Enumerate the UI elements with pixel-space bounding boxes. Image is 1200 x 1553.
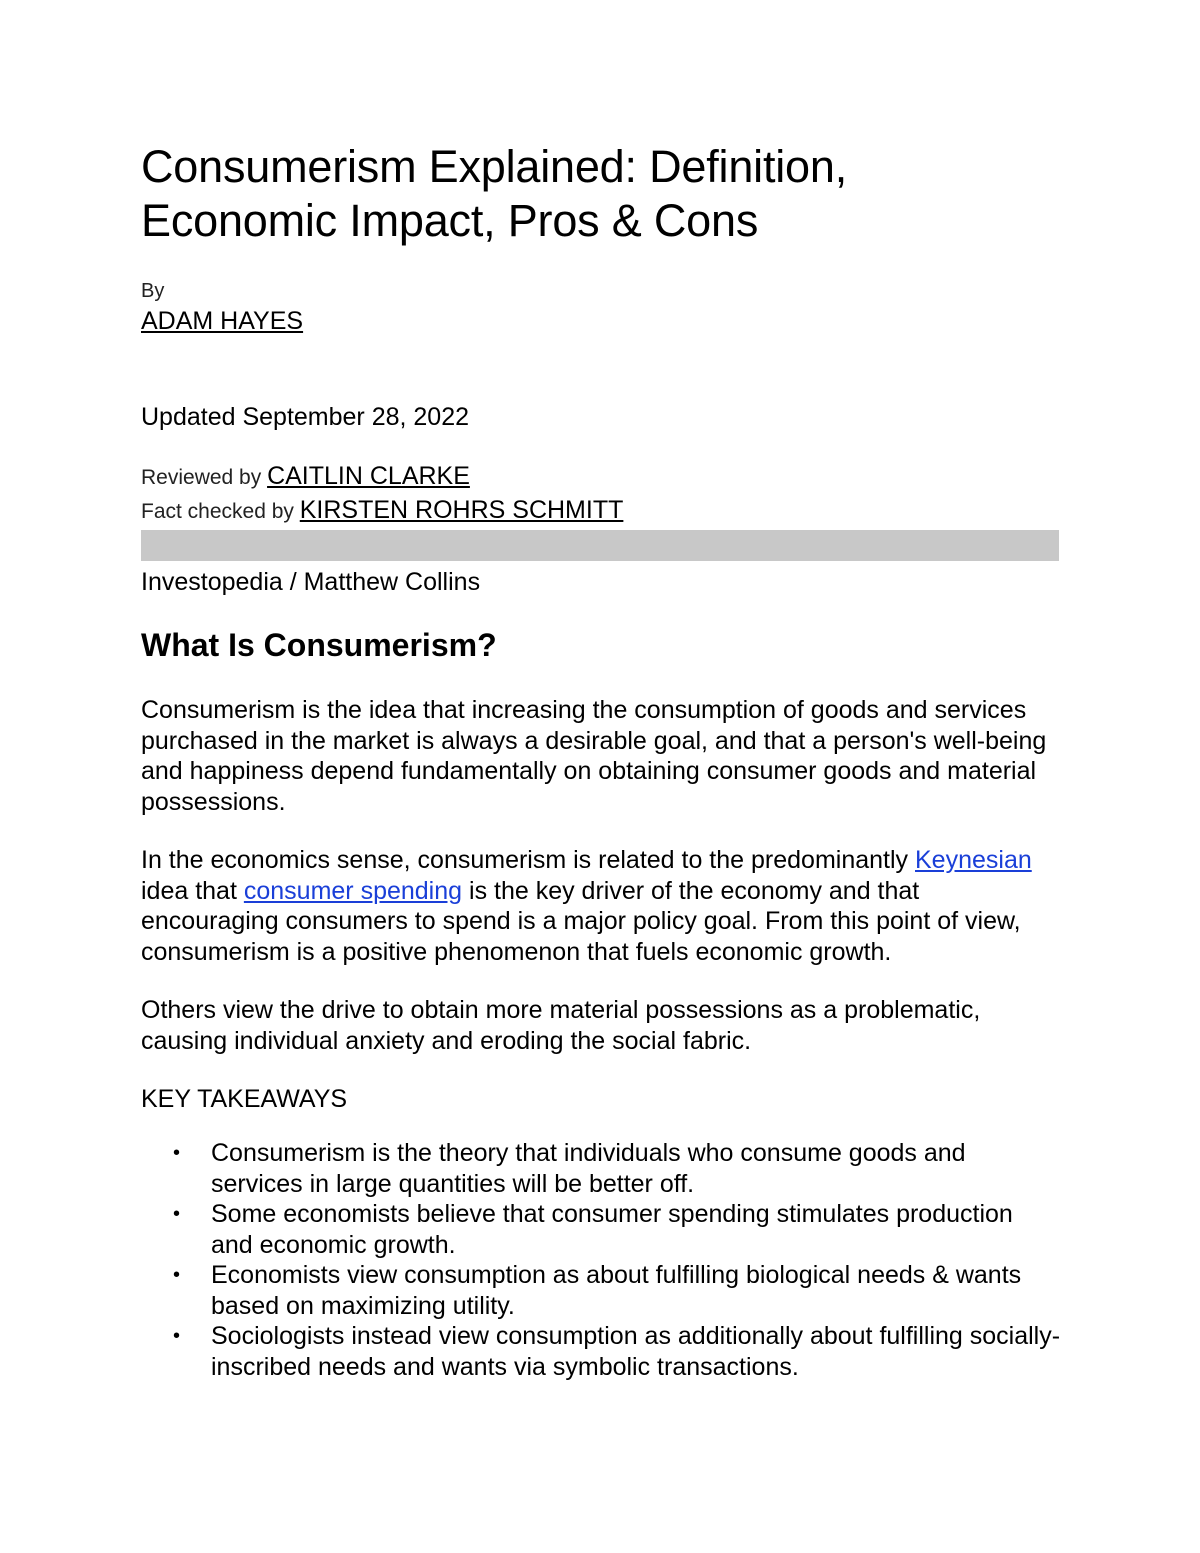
article-title-line-2: Economic Impact, Pros & Cons	[141, 195, 759, 246]
list-item-text: Economists view consumption as about fulfilling biological needs & wants based on maximizing utility.	[211, 1261, 1022, 1320]
list-item-text: Some economists believe that consumer spending stimulates production and economic growth.	[211, 1200, 1013, 1259]
bullet-icon: •	[173, 1264, 181, 1286]
paragraph-others-view: Others view the drive to obtain more material possessions as a problematic, causing individual anxiety and eroding the social fabric.	[141, 996, 981, 1055]
paragraph-economics	[141, 845, 1061, 967]
article-page	[141, 140, 1061, 1382]
image-placeholder	[141, 530, 1059, 561]
list-item	[141, 1321, 1061, 1382]
updated-date: Updated September 28, 2022	[141, 403, 470, 431]
reviewed-by-label: Reviewed by	[141, 466, 268, 489]
bullet-icon: •	[173, 1203, 181, 1225]
key-takeaways-label: KEY TAKEAWAYS	[141, 1085, 348, 1113]
fact-checked-by-line	[141, 494, 1061, 528]
list-item	[141, 1260, 1061, 1321]
list-item	[141, 1199, 1061, 1260]
paragraph-economics-text-3: is the key driver of the economy and that encouraging consumers to spend is a major policy goal. From this point of view, consumerism is a positive phenomenon that fuels economic growth.	[141, 876, 1021, 966]
article-title-line-1: Consumerism Explained: Definition,	[141, 141, 848, 192]
key-takeaways-list	[141, 1138, 1061, 1382]
keynesian-link[interactable]: Keynesian	[915, 846, 1032, 874]
fact-checked-by-label: Fact checked by	[141, 500, 300, 523]
bullet-icon: •	[173, 1142, 181, 1164]
list-item-text: Consumerism is the theory that individuals who consume goods and services in large quantities will be better off.	[211, 1139, 966, 1198]
list-item-text: Sociologists instead view consumption as additionally about fulfilling socially-inscribed needs and wants via symbolic transactions.	[211, 1322, 1061, 1381]
fact-checker-link[interactable]: KIRSTEN ROHRS SCHMITT	[299, 496, 624, 524]
paragraph-economics-text-1: In the economics sense, consumerism is related to the predominantly	[141, 846, 915, 874]
reviewed-by-line	[141, 460, 1061, 494]
section-heading: What Is Consumerism?	[141, 627, 497, 663]
image-caption: Investopedia / Matthew Collins	[141, 568, 481, 596]
paragraph-definition: Consumerism is the idea that increasing the consumption of goods and services purchased in the market is always a desirable goal, and that a person's well-being and happiness depend fundamentally on obtaining consumer goods and material possessions.	[141, 696, 1047, 816]
author-link[interactable]: ADAM HAYES	[141, 307, 304, 335]
bullet-icon: •	[173, 1325, 181, 1347]
consumer-spending-link[interactable]: consumer spending	[243, 876, 463, 905]
byline-label: By	[141, 280, 165, 302]
reviewer-link[interactable]: CAITLIN CLARKE	[267, 462, 470, 490]
credits-block	[141, 460, 1061, 528]
paragraph-economics-text-2: idea that	[141, 876, 244, 905]
list-item	[141, 1138, 1061, 1199]
article-title	[141, 140, 1061, 248]
